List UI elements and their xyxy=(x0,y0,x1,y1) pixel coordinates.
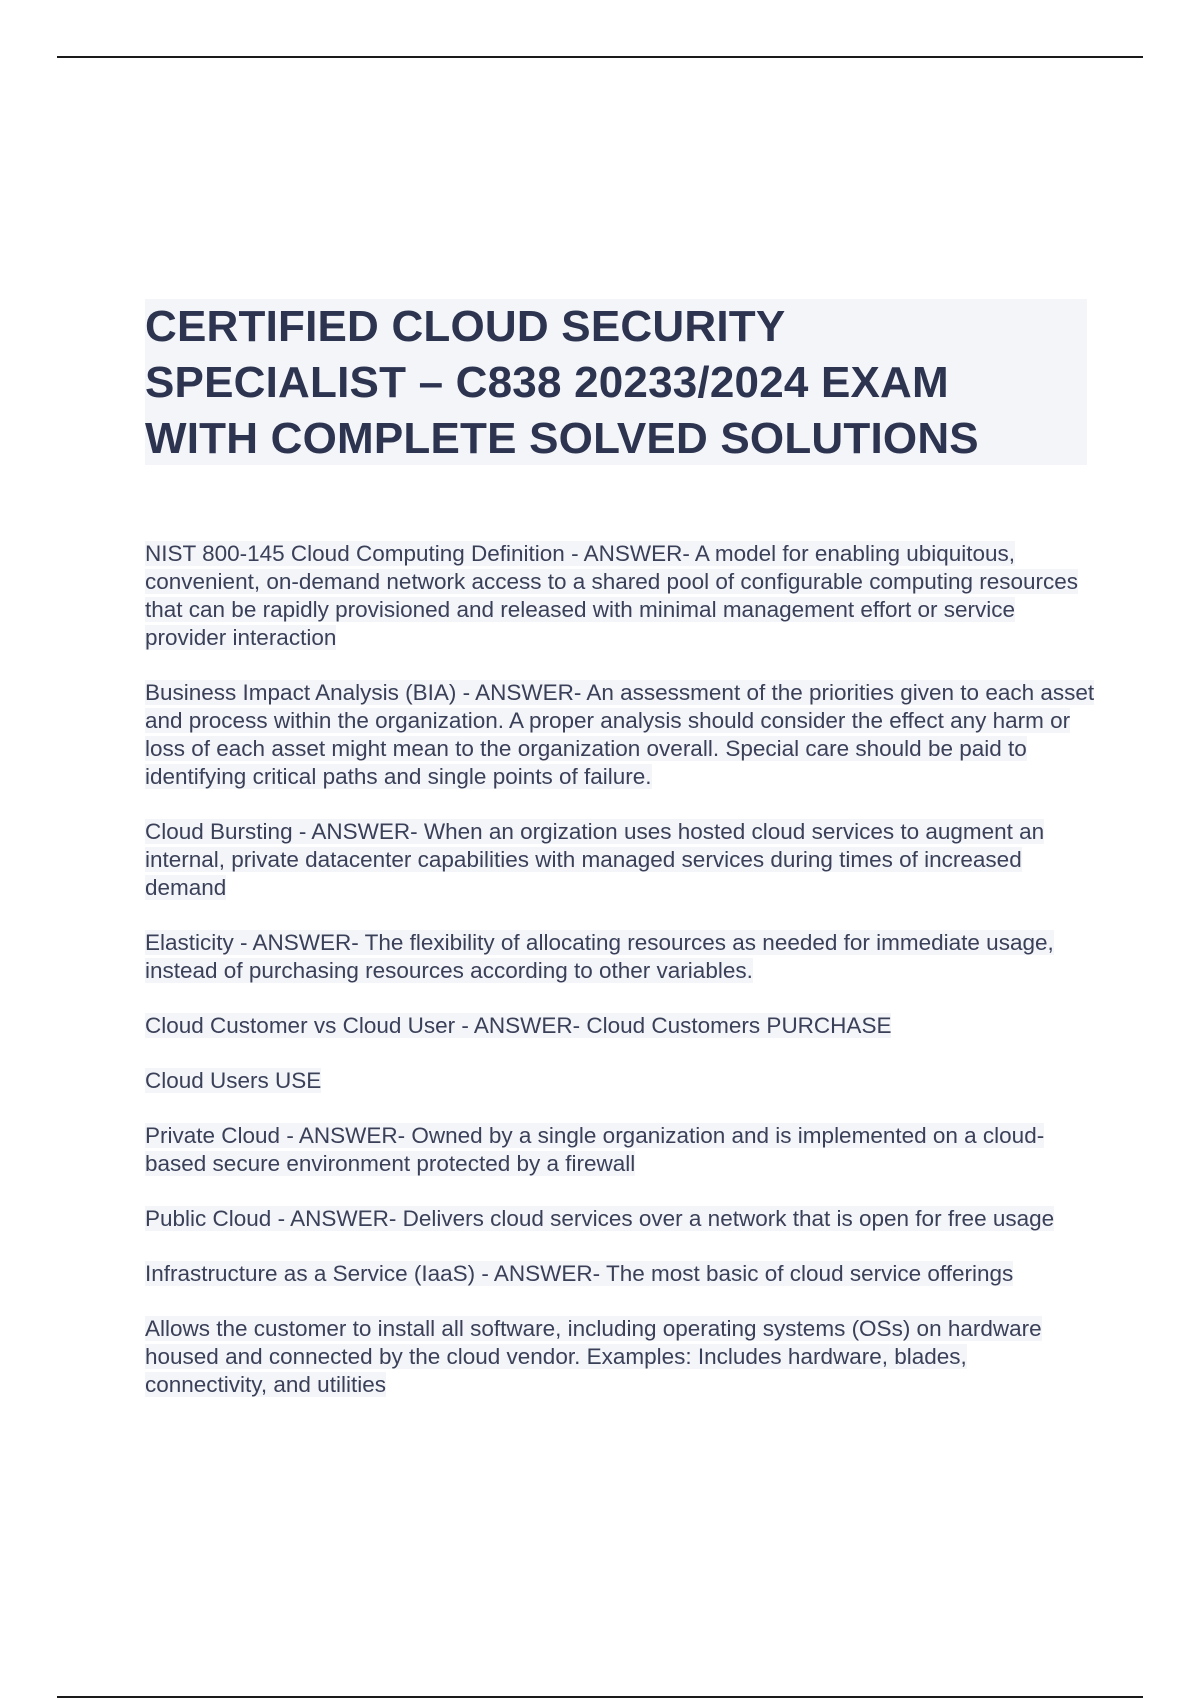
title-line-3: WITH COMPLETE SOLVED SOLUTIONS xyxy=(145,414,979,463)
document-title xyxy=(145,299,1105,467)
entry-public-cloud: Public Cloud - ANSWER- Delivers cloud services over a network that is open for free usage xyxy=(145,1206,1055,1231)
top-rule xyxy=(57,56,1143,58)
entry-cloud-users: Cloud Users USE xyxy=(145,1068,322,1093)
entry-cloud-bursting: Cloud Bursting - ANSWER- When an orgization uses hosted cloud services to augment an internal, private datacenter capabilities with managed services during times of increased demand xyxy=(145,819,1045,900)
entry-customer-vs-user: Cloud Customer vs Cloud User - ANSWER- Cloud Customers PURCHASE xyxy=(145,1013,892,1038)
title-line-1: CERTIFIED CLOUD SECURITY xyxy=(145,302,786,351)
bottom-rule xyxy=(57,1696,1143,1698)
document-body xyxy=(145,540,1095,1426)
entry-elasticity: Elasticity - ANSWER- The flexibility of allocating resources as needed for immediate usage, instead of purchasing resources according to other variables. xyxy=(145,930,1054,983)
entry-iaas-details: Allows the customer to install all software, including operating systems (OSs) on hardware housed and connected by the cloud vendor. Examples: Includes hardware, blades, connectivity, and utilities xyxy=(145,1316,1042,1397)
title-line-2: SPECIALIST – C838 20233/2024 EXAM xyxy=(145,358,949,407)
entry-iaas: Infrastructure as a Service (IaaS) - ANSWER- The most basic of cloud service offerings xyxy=(145,1261,1014,1286)
entry-nist-definition: NIST 800-145 Cloud Computing Definition - ANSWER- A model for enabling ubiquitous, convenient, on-demand network access to a shared pool of configurable computing resources that can be rapidly provisioned and released with minimal management effort or service provider interaction xyxy=(145,541,1079,650)
entry-private-cloud: Private Cloud - ANSWER- Owned by a single organization and is implemented on a cloud-based secure environment protected by a firewall xyxy=(145,1123,1045,1176)
entry-business-impact-analysis: Business Impact Analysis (BIA) - ANSWER- An assessment of the priorities given to each asset and process within the organization. A proper analysis should consider the effect any harm or loss of each asset might mean to the organization overall. Special care should be paid to identifying critical paths and single points of failure. xyxy=(145,680,1095,789)
